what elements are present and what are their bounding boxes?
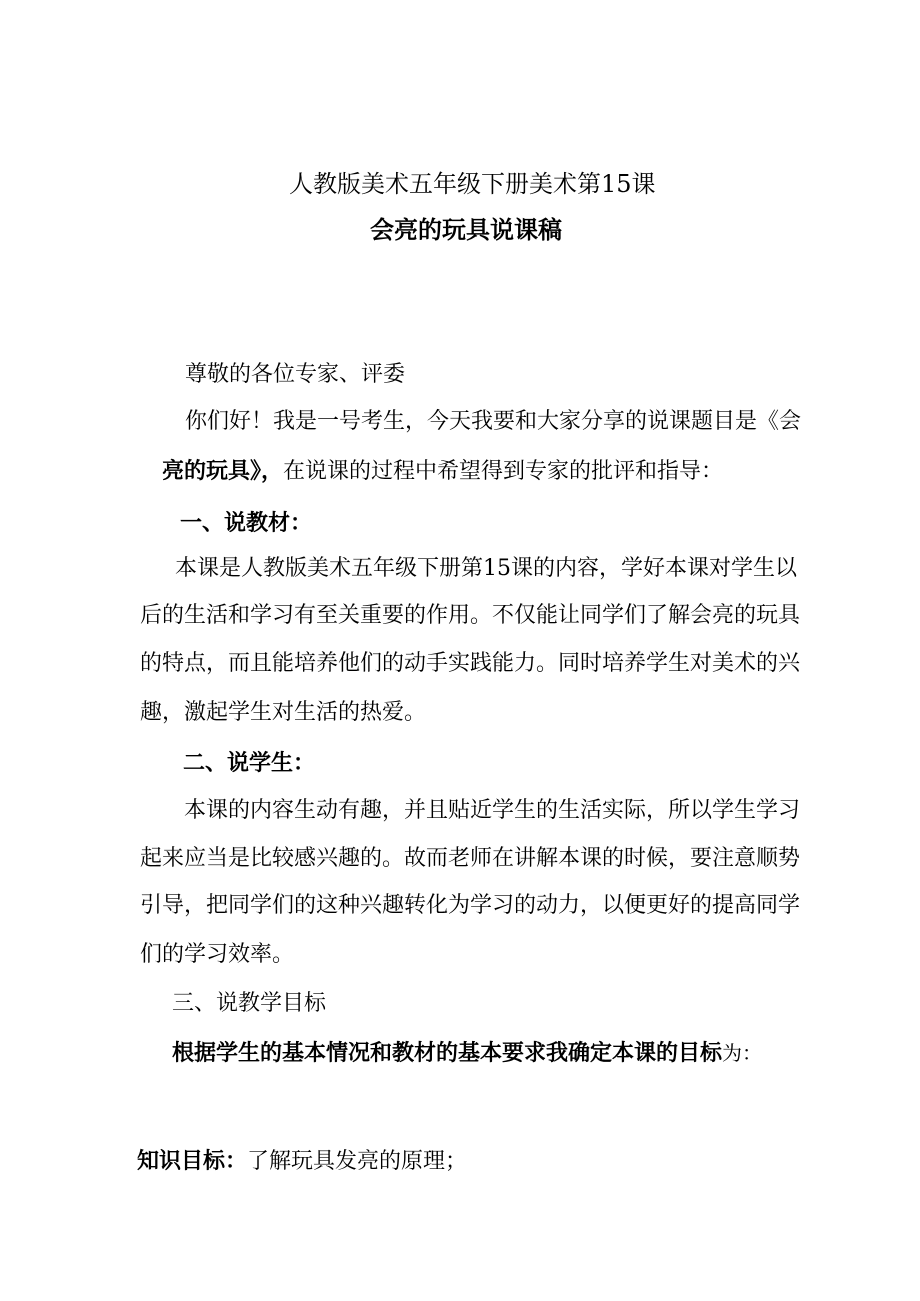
section1-line: 趣，激起学生对生活的热爱。 — [140, 700, 427, 725]
greeting: 尊敬的各位专家、评委 — [185, 362, 406, 387]
section1-line: 后的生活和学习有至关重要的作用。不仅能让同学们了解会亮的玩具 — [140, 603, 801, 628]
section2-line: 们的学习效率。 — [140, 942, 295, 967]
section3-intro-rest: 为： — [722, 1041, 763, 1065]
intro-title-bold: 亮的玩具》， — [162, 458, 284, 484]
intro-line2 — [162, 457, 723, 486]
section3-intro — [172, 1039, 762, 1068]
section2-line: 引导，把同学们的这种兴趣转化为学习的动力，以便更好的提高同学 — [140, 893, 801, 918]
section2-line: 本课的内容生动有趣，并且贴近学生的生活实际，所以学生学习 — [184, 798, 801, 823]
doc-title-line1: 人教版美术五年级下册美术第15课 — [289, 170, 656, 198]
intro-line2-rest: 在说课的过程中希望得到专家的批评和指导： — [283, 459, 724, 484]
doc-title-line2: 会亮的玩具说课稿 — [370, 215, 562, 244]
section1-heading: 一、说教材： — [180, 510, 313, 536]
section3-intro-bold: 根据学生的基本情况和教材的基本要求我确定本课的目标 — [172, 1040, 723, 1066]
section1-line: 的特点，而且能培养他们的动手实践能力。同时培养学生对美术的兴 — [140, 651, 801, 676]
knowledge-goal-text: 了解玩具发亮的原理； — [247, 1149, 468, 1174]
section3-heading: 三、说教学目标 — [172, 991, 327, 1016]
section2-line: 起来应当是比较感兴趣的。故而老师在讲解本课的时候，要注意顺势 — [140, 846, 801, 871]
section1-line: 本课是人教版美术五年级下册第15课的内容，学好本课对学生以 — [175, 556, 797, 581]
section2-heading: 二、说学生： — [183, 750, 316, 776]
knowledge-goal — [137, 1147, 467, 1176]
knowledge-goal-label: 知识目标： — [137, 1148, 248, 1174]
intro-line1: 你们好！我是一号考生，今天我要和大家分享的说课题目是《会 — [185, 409, 802, 434]
